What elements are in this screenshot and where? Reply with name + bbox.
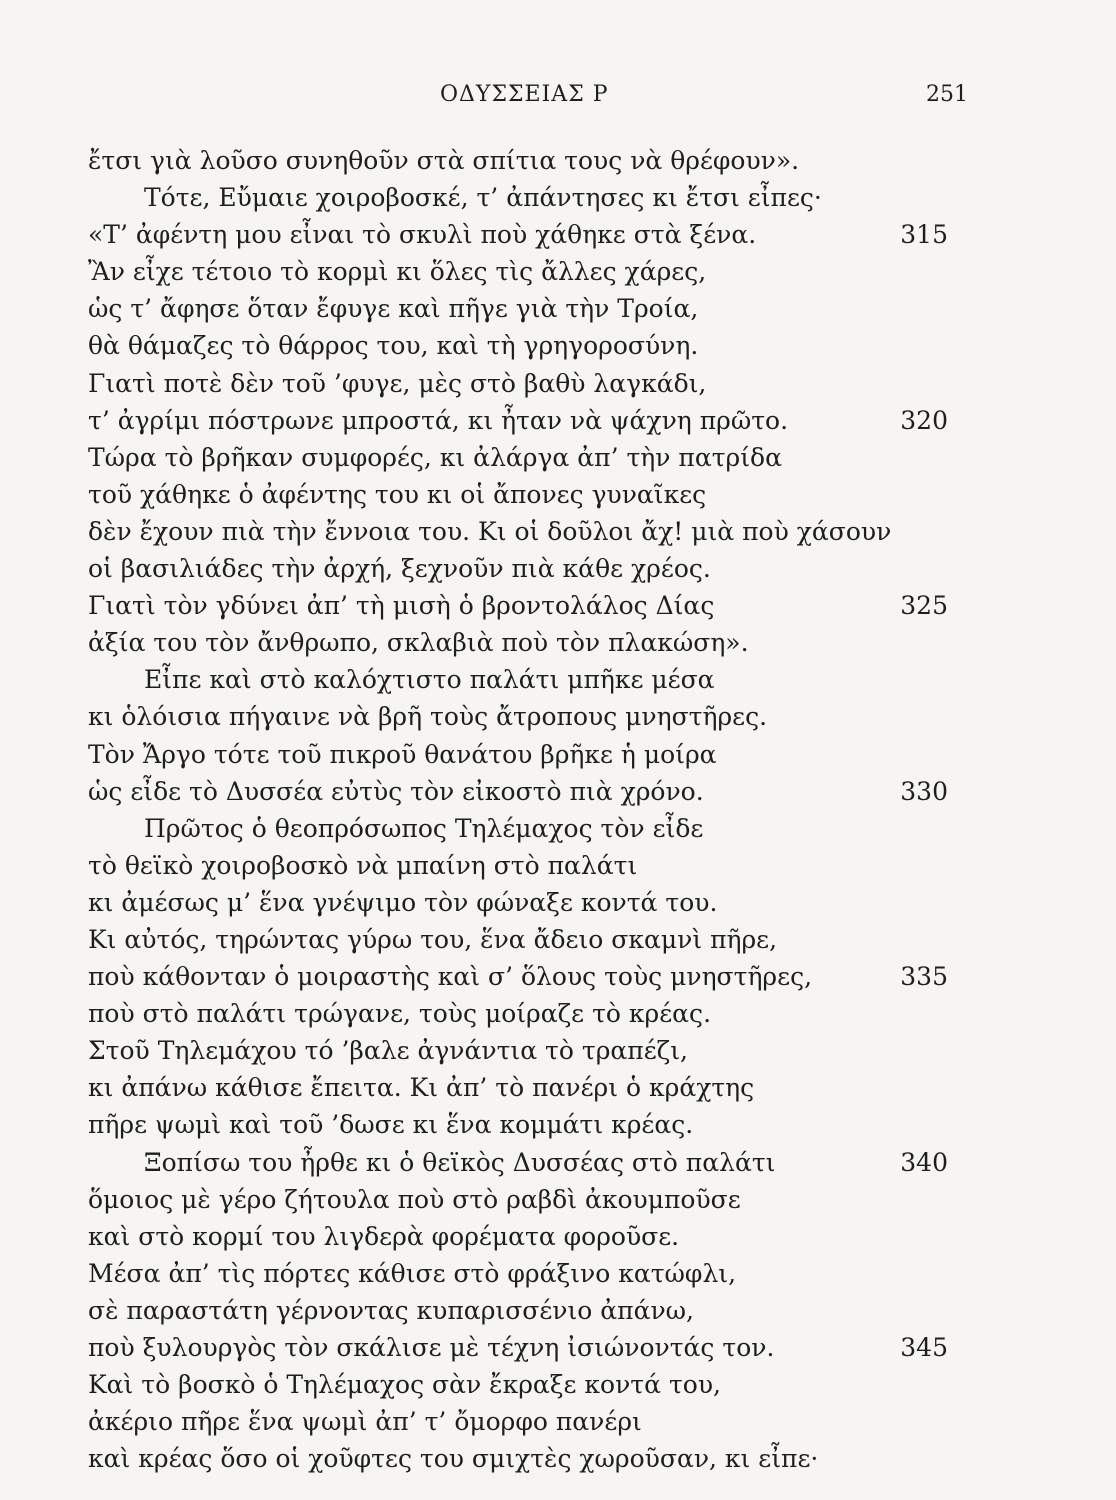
verse-line xyxy=(88,736,958,773)
verse-text: Κι αὐτός, τηρώντας γύρω του, ἕνα ἄδειο σκαμνὶ πῆρε, xyxy=(88,924,778,954)
verse-text: κι ἀπάνω κάθισε ἔπειτα. Κι ἀπ’ τὸ πανέρι ὁ κράχτης xyxy=(88,1073,755,1103)
verse-text: κι ὁλόισια πήγαινε νὰ βρῆ τοὺς ἄτροπους μνηστῆρες. xyxy=(88,702,768,732)
verse-text: ποὺ στὸ παλάτι τρώγανε, τοὺς μοίραζε τὸ κρέας. xyxy=(88,999,712,1029)
verse-text: ἀκέριο πῆρε ἕνα ψωμὶ ἀπ’ τ’ ὄμορφο πανέρι xyxy=(88,1407,642,1437)
verse-line xyxy=(88,587,958,624)
verse-text: ὡς τ’ ἄφησε ὅταν ἔφυγε καὶ πῆγε γιὰ τὴν Τροία, xyxy=(88,294,699,324)
verse-line xyxy=(88,847,958,884)
verse-line xyxy=(88,1329,958,1366)
verse-line xyxy=(88,773,958,810)
line-number: 325 xyxy=(900,591,948,621)
line-number: 315 xyxy=(900,220,948,250)
verse-line xyxy=(88,958,958,995)
verse-line xyxy=(88,1440,958,1477)
verse-line xyxy=(88,1366,958,1403)
page-number: 251 xyxy=(926,82,968,107)
verse-text: Εἶπε καὶ στὸ καλόχτιστο παλάτι μπῆκε μέσα xyxy=(144,665,715,695)
verse-text: Ξοπίσω του ἦρθε κι ὁ θεϊκὸς Δυσσέας στὸ παλάτι xyxy=(144,1147,776,1177)
verse-text: καὶ στὸ κορμί του λιγδερὰ φορέματα φοροῦσε. xyxy=(88,1221,680,1251)
verse-text: κι ἀμέσως μ’ ἕνα γνέψιμο τὸν φώναξε κοντά του. xyxy=(88,887,718,917)
verse-line xyxy=(88,1069,958,1106)
verse-text: καὶ κρέας ὅσο οἱ χοῦφτες του σμιχτὲς χωροῦσαν, κι εἶπε· xyxy=(88,1444,819,1474)
verse-text: τ’ ἀγρίμι πόστρωνε μπροστά, κι ἦταν νὰ ψάχνη πρῶτο. xyxy=(88,405,789,435)
verse-text: Στοῦ Τηλεμάχου τό ’βαλε ἀγνάντια τὸ τραπέζι, xyxy=(88,1036,688,1066)
verse-line xyxy=(88,550,958,587)
verse-line xyxy=(88,402,958,439)
verse-line xyxy=(88,1255,958,1292)
line-number: 345 xyxy=(900,1333,948,1362)
verse-line xyxy=(88,921,958,958)
verse-line xyxy=(88,365,958,402)
verse-text: Μέσα ἀπ’ τὶς πόρτες κάθισε στὸ φράξινο κατώφλι, xyxy=(88,1258,737,1288)
verse-text: Τότε, Εὔμαιε χοιροβοσκέ, τ’ ἀπάντησες κι ἔτσι εἶπες· xyxy=(144,183,822,213)
verse-line xyxy=(88,216,958,253)
verse-line xyxy=(88,1218,958,1255)
verse-line xyxy=(88,810,958,847)
verse-text: τὸ θεϊκὸ χοιροβοσκὸ νὰ μπαίνη στὸ παλάτι xyxy=(88,850,638,880)
verse-line xyxy=(88,1292,958,1329)
verse-text: Πρῶτος ὁ θεοπρόσωπος Τηλέμαχος τὸν εἶδε xyxy=(144,813,704,843)
verse-text: πῆρε ψωμὶ καὶ τοῦ ’δωσε κι ἕνα κομμάτι κρέας. xyxy=(88,1110,694,1140)
verse-line xyxy=(88,1403,958,1440)
verse-line xyxy=(88,290,958,327)
verse-line xyxy=(88,142,958,179)
verse-block xyxy=(88,142,958,1477)
verse-line xyxy=(88,995,958,1032)
line-number: 320 xyxy=(900,405,948,435)
verse-text: ποὺ ξυλουργὸς τὸν σκάλισε μὲ τέχνη ἰσιώνοντάς τον. xyxy=(88,1333,775,1362)
verse-text: «Τ’ ἀφέντη μου εἶναι τὸ σκυλὶ ποὺ χάθηκε στὰ ξένα. xyxy=(88,220,757,250)
verse-line xyxy=(88,1106,958,1143)
verse-text: Καὶ τὸ βοσκὸ ὁ Τηλέμαχος σὰν ἔκραξε κοντά του, xyxy=(88,1370,721,1400)
verse-text: ὅμοιος μὲ γέρο ζήτουλα ποὺ στὸ ραβδὶ ἀκουμποῦσε xyxy=(88,1184,741,1214)
verse-line xyxy=(88,439,958,476)
verse-text: σὲ παραστάτη γέρνοντας κυπαρισσένιο ἀπάνω, xyxy=(88,1295,694,1325)
verse-text: Τώρα τὸ βρῆκαν συμφορές, κι ἀλάργα ἀπ’ τὴν πατρίδα xyxy=(88,442,782,472)
running-head xyxy=(0,82,1116,116)
verse-text: Τὸν Ἄργο τότε τοῦ πικροῦ θανάτου βρῆκε ἡ μοίρα xyxy=(88,739,717,769)
verse-line xyxy=(88,1181,958,1218)
verse-text: Γιατὶ τὸν γδύνει ἀπ’ τὴ μισὴ ὁ βροντολάλος Δίας xyxy=(88,591,715,621)
line-number: 330 xyxy=(900,776,948,806)
verse-text: Γιατὶ ποτὲ δὲν τοῦ ’φυγε, μὲς στὸ βαθὺ λαγκάδι, xyxy=(88,368,707,398)
verse-text: ἔτσι γιὰ λοῦσο συνηθοῦν στὰ σπίτια τους νὰ θρέφουν». xyxy=(88,146,800,175)
verse-text: ἀξία του τὸν ἄνθρωπο, σκλαβιὰ ποὺ τὸν πλακώση». xyxy=(88,628,749,658)
verse-line xyxy=(88,1032,958,1069)
verse-line xyxy=(88,698,958,735)
verse-text: Ἂν εἶχε τέτοιο τὸ κορμὶ κι ὅλες τὶς ἄλλες χάρες, xyxy=(88,257,707,287)
verse-line xyxy=(88,661,958,698)
running-title: ΟΔΥΣΣΕΙΑΣ Ρ xyxy=(440,82,609,107)
verse-text: δὲν ἔχουν πιὰ τὴν ἔννοια του. Κι οἱ δοῦλοι ἄχ! μιὰ ποὺ χάσουν xyxy=(88,516,892,546)
line-number: 340 xyxy=(900,1147,948,1177)
verse-line xyxy=(88,327,958,364)
verse-line xyxy=(88,513,958,550)
verse-line xyxy=(88,253,958,290)
verse-line xyxy=(88,624,958,661)
verse-text: ποὺ κάθονταν ὁ μοιραστὴς καὶ σ’ ὅλους τοὺς μνηστῆρες, xyxy=(88,962,813,992)
verse-line xyxy=(88,884,958,921)
verse-line xyxy=(88,1144,958,1181)
verse-text: οἱ βασιλιάδες τὴν ἀρχή, ξεχνοῦν πιὰ κάθε χρέος. xyxy=(88,554,711,584)
verse-text: τοῦ χάθηκε ὁ ἀφέντης του κι οἱ ἄπονες γυναῖκες xyxy=(88,479,707,509)
verse-line xyxy=(88,476,958,513)
verse-line xyxy=(88,179,958,216)
verse-text: θὰ θάμαζες τὸ θάρρος του, καὶ τὴ γρηγοροσύνη. xyxy=(88,331,699,361)
verse-text: ὡς εἶδε τὸ Δυσσέα εὐτὺς τὸν εἰκοστὸ πιὰ χρόνο. xyxy=(88,776,704,806)
line-number: 335 xyxy=(900,962,948,992)
